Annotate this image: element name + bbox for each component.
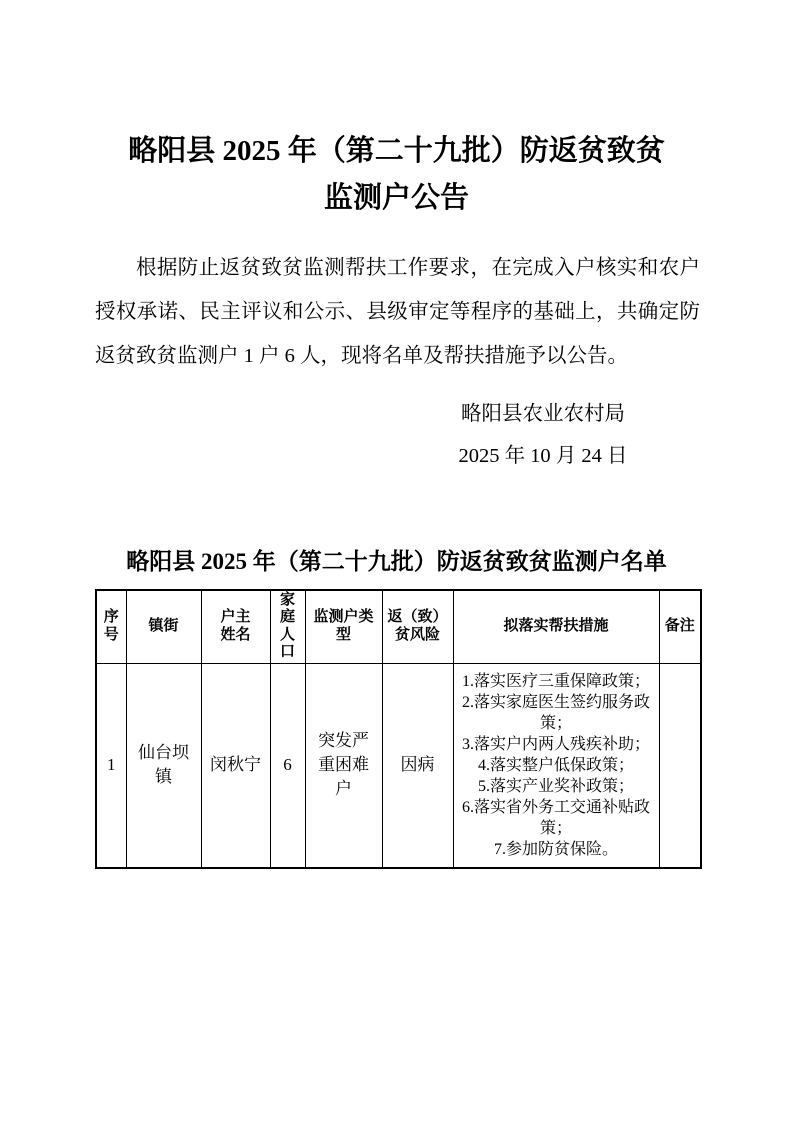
header-cell-town: 镇街 bbox=[126, 590, 201, 663]
monitor-list-table-title: 略阳县 2025 年（第二十九批）防返贫致贫监测户名单 bbox=[126, 549, 667, 574]
cell-householder: 闵秋宁 bbox=[201, 663, 270, 868]
document-title bbox=[0, 0, 793, 222]
measure-item: 2.落实家庭医生签约服务政策； bbox=[461, 693, 650, 732]
signature-org: 略阳县农业农村局 bbox=[461, 403, 625, 425]
header-cell-seq: 序 号 bbox=[96, 590, 126, 663]
cell-remark bbox=[659, 663, 701, 868]
signature-block bbox=[428, 393, 658, 477]
cell-family-size: 6 bbox=[270, 663, 305, 868]
header-cell-remark: 备注 bbox=[659, 590, 701, 663]
cell-monitor-type: 突发严 重困难 户 bbox=[305, 663, 382, 868]
cell-measures bbox=[453, 663, 659, 868]
announcement-paragraph: 根据防止返贫致贫监测帮扶工作要求，在完成入户核实和农户授权承诺、民主评议和公示、县级审定等程序的基础上，共确定防返贫致贫监测户 1 户 6 人，现将名单及帮扶措施予以公告。 bbox=[95, 257, 700, 367]
measure-item: 3.落实户内两人残疾补助； bbox=[461, 735, 650, 753]
cell-town: 仙台坝 镇 bbox=[126, 663, 201, 868]
header-cell-family-size: 家 庭 人 口 bbox=[270, 590, 305, 663]
measure-item: 4.落实整户低保政策； bbox=[477, 756, 634, 774]
signature-date: 2025 年 10 月 24 日 bbox=[458, 445, 628, 467]
measure-item: 1.落实医疗三重保障政策； bbox=[461, 672, 650, 690]
cell-risk: 因病 bbox=[382, 663, 453, 868]
document-title-line-1: 略阳县 2025 年（第二十九批）防返贫致贫 bbox=[128, 135, 665, 167]
document-title-line-2: 监测户公告 bbox=[323, 182, 469, 214]
table-row bbox=[96, 663, 701, 868]
cell-seq: 1 bbox=[96, 663, 126, 868]
measure-item: 5.落实产业奖补政策； bbox=[477, 777, 634, 795]
table-header-row bbox=[96, 590, 701, 663]
header-cell-risk: 返（致） 贫风险 bbox=[382, 590, 453, 663]
header-cell-householder: 户主 姓名 bbox=[201, 590, 270, 663]
measure-item: 7.参加防贫保险。 bbox=[493, 840, 618, 858]
header-cell-measures: 拟落实帮扶措施 bbox=[453, 590, 659, 663]
header-cell-monitor-type: 监测户类 型 bbox=[305, 590, 382, 663]
monitor-table bbox=[95, 589, 702, 869]
measure-item: 6.落实省外务工交通补贴政策； bbox=[461, 798, 650, 837]
